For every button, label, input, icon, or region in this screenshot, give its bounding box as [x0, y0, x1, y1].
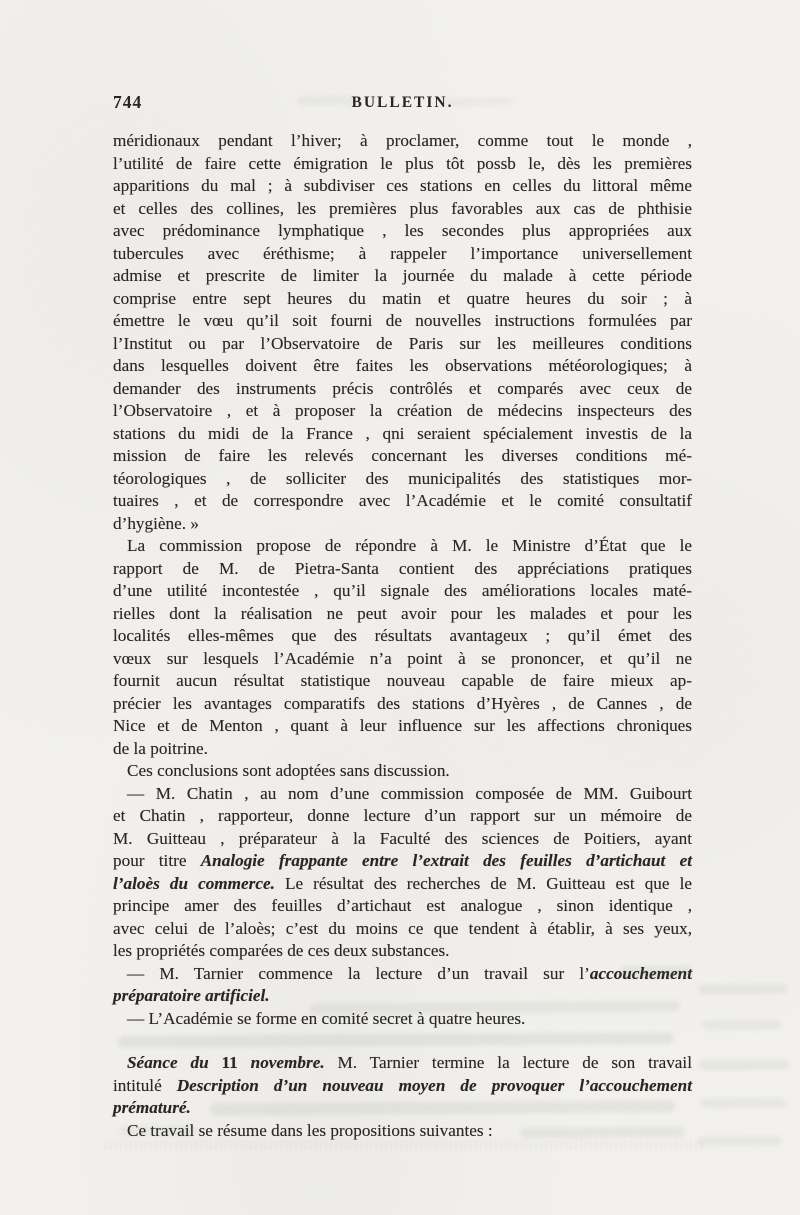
text-segment: vœux sur lesquels l’Académie n’a point à se prononcer, et qu’il ne [113, 648, 692, 668]
body-line [113, 1052, 692, 1075]
scan-noise-band [105, 1140, 705, 1150]
bleedthrough-artifact [700, 1098, 786, 1109]
bleedthrough-artifact [297, 96, 357, 105]
body-text [113, 130, 692, 1142]
body-line [113, 535, 692, 558]
body-line [113, 738, 692, 761]
body-line [113, 288, 692, 311]
italic-text-segment: Séance du [127, 1053, 222, 1072]
text-segment: mission de faire les relevés concernant les diverses conditions mé- [113, 446, 692, 465]
body-line [113, 828, 692, 851]
body-line [113, 445, 692, 468]
bleedthrough-artifact [698, 1060, 790, 1071]
body-line [113, 850, 692, 873]
text-segment: rapport de M. de Pietra-Santa contient des appréciations pratiques [113, 558, 692, 578]
text-segment: localités elles-mêmes que des résultats avantageux ; qu’il émet des [113, 626, 692, 645]
body-line [113, 895, 692, 918]
body-line [113, 265, 692, 288]
body-line [113, 918, 692, 941]
text-segment: fournit aucun résultat statistique nouveau capable de faire mieux ap- [113, 671, 692, 690]
body-line [113, 490, 692, 513]
text-segment: et celles des collines, les premières plus favorables aux cas de phthisie [113, 198, 692, 218]
text-segment: téorologiques , de solliciter des municipalités des statistiques mor- [113, 468, 692, 488]
text-segment: d’hygiène. » [113, 513, 199, 533]
italic-text-segment: l’aloès du commerce. [113, 873, 275, 893]
text-segment: La commission propose de répondre à M. le Ministre d’État que le [127, 536, 692, 555]
text-segment: — L’Académie se forme en comité secret à quatre heures. [127, 1008, 526, 1028]
text-segment: Nice et de Menton , quant à leur influence sur les affections chroniques [113, 716, 692, 735]
body-line [113, 715, 692, 738]
text-segment: l’Institut ou par l’Observatoire de Paris sur les meilleures conditions [113, 333, 692, 353]
body-line [113, 580, 692, 603]
text-segment: dans lesquelles doivent être faites les observations météorologiques; à [113, 356, 692, 375]
text-segment: et Chatin , rapporteur, donne lecture d’un rapport sur un mémoire de [113, 806, 692, 825]
bleedthrough-artifact [702, 1020, 782, 1031]
text-segment: intitulé [113, 1075, 177, 1095]
text-segment: comprise entre sept heures du matin et quatre heures du soir ; à [113, 288, 692, 308]
text-segment: tuaires , et de correspondre avec l’Académie et le comité consultatif [113, 491, 692, 510]
text-segment: stations du midi de la France , qni seraient spécialement investis de la [113, 423, 692, 443]
body-line [113, 940, 692, 963]
text-segment: Le résultat des recherches de M. Guitteau est que le [274, 873, 692, 893]
italic-text-segment: Description d’un nouveau moyen de provoquer l’accouchement [176, 1075, 692, 1095]
text-segment: — M. Chatin , au nom d’une commission composée de MM. Guibourt [127, 783, 692, 803]
body-line [113, 625, 692, 648]
text-segment: pour titre [113, 851, 201, 870]
page-header [113, 92, 692, 114]
text-segment: méridionaux pendant l’hiver; à proclamer, comme tout le monde , [113, 131, 692, 150]
body-line [113, 558, 692, 581]
bleedthrough-artifact [620, 966, 692, 978]
bleedthrough-artifact [118, 1126, 198, 1137]
body-line [113, 603, 692, 626]
body-line [113, 468, 692, 491]
text-segment: apparitions du mal ; à subdiviser ces stations en celles du littoral même [113, 176, 692, 195]
body-line [113, 153, 692, 176]
page-number: 744 [113, 92, 143, 112]
body-line [113, 130, 692, 153]
body-line [113, 400, 692, 423]
text-segment: l’Observatoire , et à proposer la création de médecins inspecteurs des [113, 401, 692, 420]
text-segment: M. Tarnier termine la lecture de son travail [324, 1053, 692, 1072]
body-line [113, 873, 692, 896]
bleedthrough-artifact [520, 1126, 685, 1138]
bold-text-segment: 11 [221, 1053, 251, 1072]
body-line [113, 378, 692, 401]
body-line [113, 648, 692, 671]
italic-text-segment: novembre. [250, 1053, 325, 1072]
text-segment: avec celui de l’aloès; c’est du moins ce que tendent à établir, à ses yeux, [113, 918, 692, 938]
text-segment: précier les avantages comparatifs des stations d’Hyères , de Cannes , de [113, 693, 692, 713]
text-segment: les propriétés comparées de ces deux substances. [113, 941, 450, 960]
italic-text-segment: préparatoire artificiel. [113, 986, 270, 1005]
text-segment: rielles dont la réalisation ne peut avoir pour les malades et pour les [113, 603, 692, 623]
text-segment: d’une utilité incontestée , qu’il signale des améliorations locales maté- [113, 581, 692, 600]
body-line [113, 783, 692, 806]
body-line [113, 310, 692, 333]
body-line [113, 243, 692, 266]
text-segment: principe amer des feuilles d’artichaut est analogue , sinon identique , [113, 896, 692, 915]
bleedthrough-artifact [698, 984, 788, 995]
bleedthrough-artifact [698, 1136, 782, 1147]
running-head: BULLETIN. [351, 94, 454, 111]
body-line [113, 423, 692, 446]
text-segment: demander des instruments précis contrôlés et comparés avec ceux de [113, 378, 692, 398]
italic-text-segment: Analogie frappante entre l’extrait des feuilles d’artichaut et [200, 851, 692, 870]
text-segment: de la poitrine. [113, 738, 208, 758]
text-segment: Ces conclusions sont adoptées sans discussion. [127, 761, 450, 780]
text-segment: émettre le vœu qu’il soit fourni de nouvelles instructions formulées par [113, 311, 692, 330]
text-segment: avec prédominance lymphatique , les secondes plus appropriées aux [113, 221, 692, 240]
body-line [113, 805, 692, 828]
italic-text-segment: accouchement [589, 963, 692, 983]
body-line [113, 1075, 692, 1098]
text-segment: M. Guitteau , préparateur à la Faculté des sciences de Poitiers, ayant [113, 828, 692, 848]
body-line [113, 175, 692, 198]
body-line [113, 220, 692, 243]
body-line [113, 513, 692, 536]
body-line [113, 693, 692, 716]
body-line [113, 198, 692, 221]
body-line [113, 355, 692, 378]
bleedthrough-artifact [444, 98, 514, 106]
text-segment: tubercules avec éréthisme; à rappeler l’importance universellement [113, 243, 692, 263]
body-line [113, 963, 692, 986]
body-line [113, 670, 692, 693]
text-segment: — M. Tarnier commence la lecture d’un travail sur l’ [127, 963, 590, 983]
text-segment: l’utilité de faire cette émigration le plus tôt possb le, dès les premières [113, 153, 692, 173]
body-line [113, 760, 692, 783]
italic-text-segment: prématuré. [113, 1098, 191, 1117]
text-segment: Ce travail se résume dans les propositions suivantes : [127, 1120, 493, 1140]
text-segment: admise et prescrite de limiter la journée du malade à cette période [113, 266, 692, 285]
body-line [113, 333, 692, 356]
